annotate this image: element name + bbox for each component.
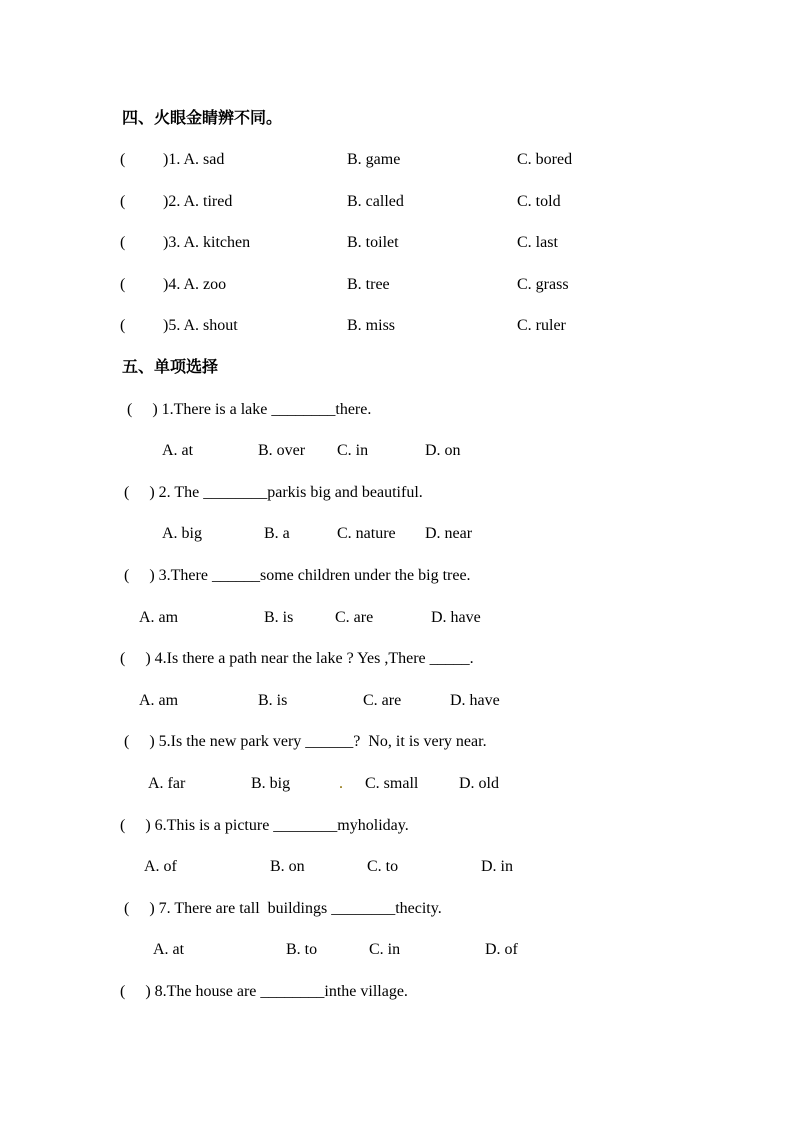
option-b: B. called — [347, 193, 404, 210]
option-a: )1. A. sad — [163, 151, 225, 168]
question-text: ( ) 8.The house are ________inthe village. — [120, 983, 408, 1000]
option-b: B. toilet — [347, 234, 399, 251]
option-c: C. told — [517, 193, 561, 210]
option-b: B. on — [270, 858, 305, 875]
question-text: ( ) 4.Is there a path near the lake ? Yes ,There _____. — [120, 650, 474, 667]
option-d: D. of — [485, 941, 518, 958]
section-5-title: 五、单项选择 — [122, 357, 219, 376]
answer-paren: ( — [120, 151, 126, 168]
option-c: C. to — [367, 858, 399, 875]
question-text: ( ) 5.Is the new park very ______? No, it is very near. — [124, 733, 487, 750]
option-b: B. miss — [347, 317, 396, 334]
option-a: )5. A. shout — [163, 317, 238, 334]
answer-paren: ( — [120, 193, 126, 210]
option-c: C. are — [335, 609, 374, 626]
option-b: B. to — [286, 941, 318, 958]
option-b: B. is — [264, 609, 294, 626]
option-c: C. last — [517, 234, 558, 251]
question-text: ( ) 7. There are tall buildings ________thecity. — [124, 900, 442, 917]
answer-paren: ( — [120, 317, 126, 334]
option-d: D. near — [425, 525, 473, 542]
option-c: C. bored — [517, 151, 573, 168]
option-d: D. have — [431, 609, 481, 626]
option-a: A. at — [153, 941, 185, 958]
option-a: A. far — [148, 775, 186, 792]
option-b: B. tree — [347, 276, 390, 293]
option-a: A. at — [162, 442, 194, 459]
option-b: B. big — [251, 775, 291, 792]
stray-dot: . — [339, 775, 343, 792]
option-c: C. in — [369, 941, 401, 958]
option-d: D. in — [481, 858, 513, 875]
option-b: B. is — [258, 692, 288, 709]
question-text: ( ) 6.This is a picture ________myholiday. — [120, 817, 409, 834]
question-text: ( ) 1.There is a lake ________there. — [127, 401, 372, 418]
option-b: B. game — [347, 151, 401, 168]
question-text: ( ) 3.There ______some children under the big tree. — [124, 567, 471, 584]
option-a: )4. A. zoo — [163, 276, 227, 293]
option-a: )3. A. kitchen — [163, 234, 251, 251]
option-a: A. am — [139, 692, 179, 709]
answer-paren: ( — [120, 234, 126, 251]
question-text: ( ) 2. The ________parkis big and beautiful. — [124, 484, 423, 501]
answer-paren: ( — [120, 276, 126, 293]
option-d: D. have — [450, 692, 500, 709]
option-c: C. are — [363, 692, 402, 709]
option-b: B. over — [258, 442, 306, 459]
option-a: )2. A. tired — [163, 193, 233, 210]
option-c: C. nature — [337, 525, 396, 542]
option-a: A. of — [144, 858, 177, 875]
section-4-title: 四、火眼金睛辨不同。 — [122, 108, 283, 127]
option-d: D. on — [425, 442, 461, 459]
option-c: C. in — [337, 442, 369, 459]
option-a: A. big — [162, 525, 202, 542]
option-a: A. am — [139, 609, 179, 626]
option-d: D. old — [459, 775, 499, 792]
option-c: C. grass — [517, 276, 569, 293]
option-c: C. small — [365, 775, 419, 792]
option-b: B. a — [264, 525, 290, 542]
option-c: C. ruler — [517, 317, 566, 334]
